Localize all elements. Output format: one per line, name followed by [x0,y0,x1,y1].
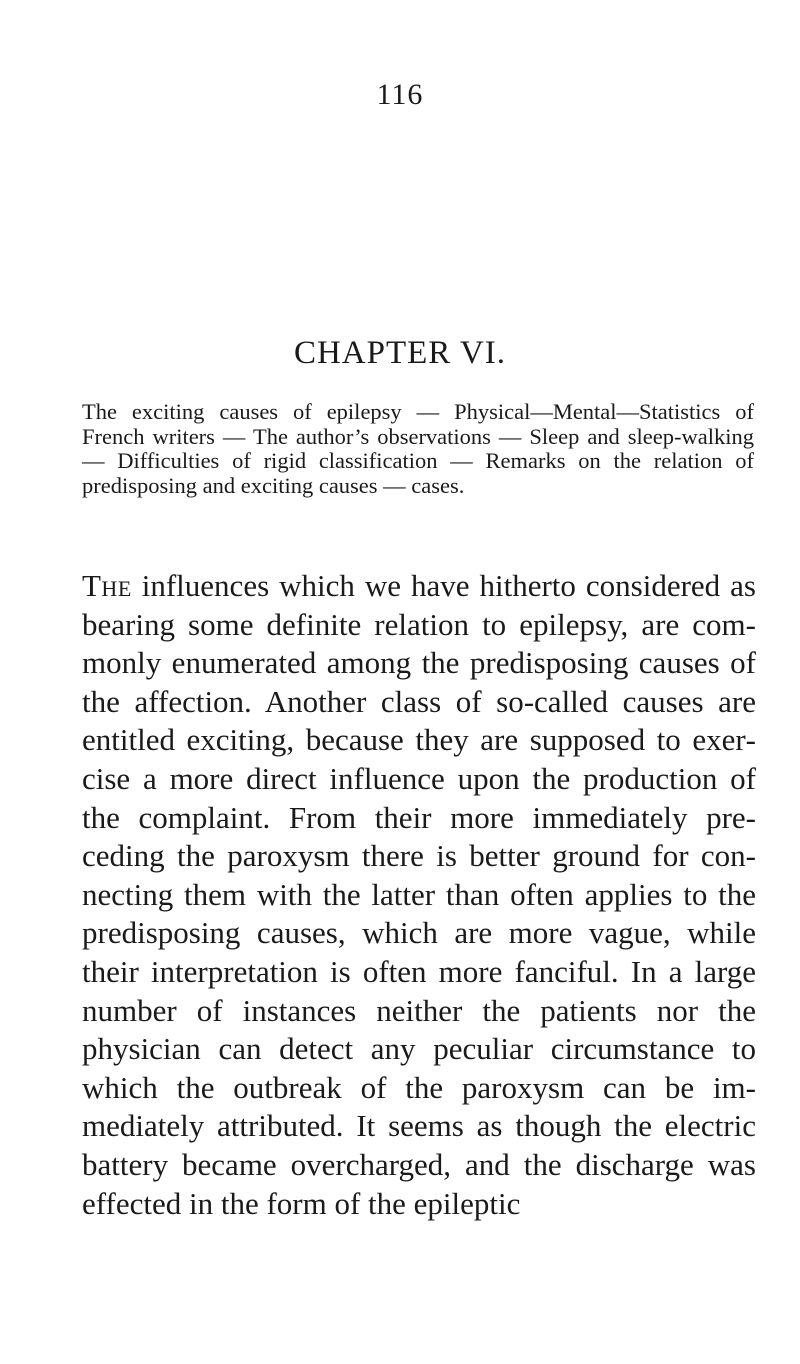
chapter-synopsis: The exciting causes of epilepsy — Physical—Mental—Statistics of French writers — The author’s observations — Sleep and sleep-walking — Difficulties of rigid classification — Remarks on the relation of predisposing and exciting causes — cases. [82,399,754,498]
paragraph-text: influences which we have hitherto considered as bearing some definite relation to epilepsy, are commonly enumerated among the predisposing causes of the affection. Another class of so-called causes are entitled exciting, because they are supposed to exercise a more direct influence upon the production of the complaint. From their more immediately preceding the paroxysm there is better ground for connecting them with the latter than often applies to the predisposing causes, which are more vague, while their interpretation is often more fanciful. In a large number of instances neither the patients nor the physician can detect any peculiar circumstance to which the outbreak of the paroxysm can be immediately attributed. It seems as though the electric battery became overcharged, and the discharge was effected in the form of the epileptic [82,568,756,1221]
paragraph-lead-word: The [82,568,132,603]
page-number: 116 [376,78,424,111]
body-paragraph [82,567,756,1223]
chapter-title: CHAPTER VI. [293,335,507,371]
